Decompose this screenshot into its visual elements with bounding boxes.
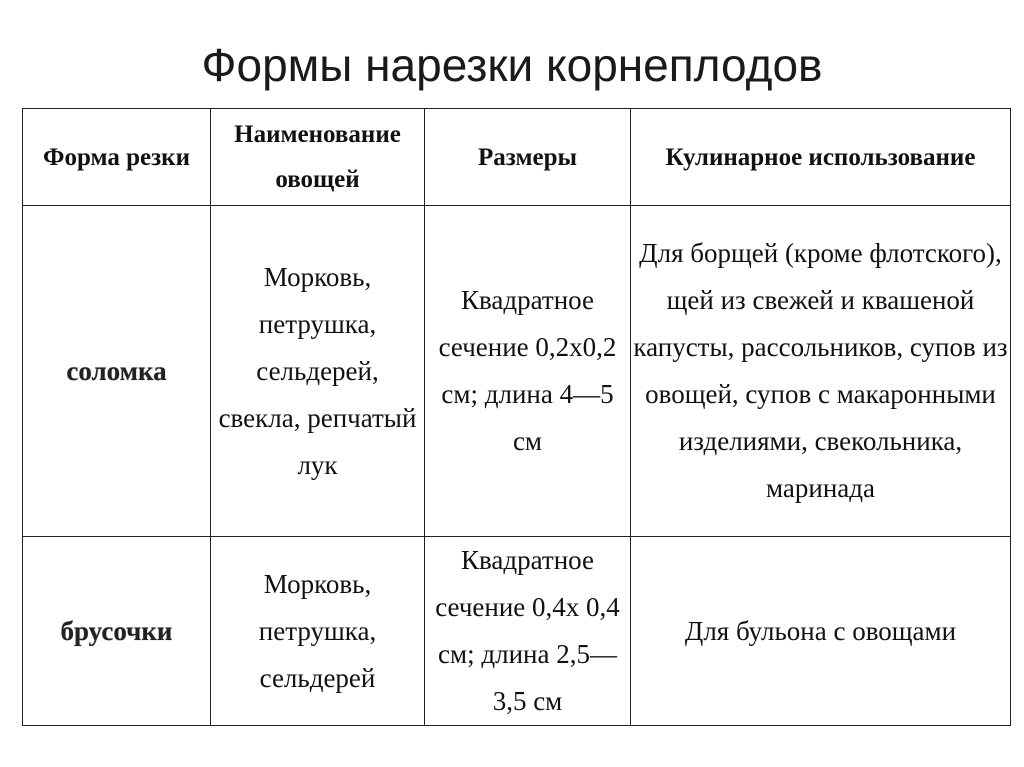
cell-vegetables: Морковь, петрушка, сельдерей, свекла, репчатый лук xyxy=(211,206,425,537)
cutting-forms-table xyxy=(22,108,1011,726)
table-row xyxy=(23,537,1011,726)
header-sizes: Размеры xyxy=(425,109,631,206)
table-row xyxy=(23,206,1011,537)
header-cut-form: Форма резки xyxy=(23,109,211,206)
cell-culinary-use: Для бульона с овощами xyxy=(631,537,1011,726)
cell-sizes: Квадратное сечение 0,4х 0,4 см; длина 2,5—3,5 см xyxy=(425,537,631,726)
cell-cut-form: соломка xyxy=(23,206,211,537)
header-culinary-use: Кулинарное использование xyxy=(631,109,1011,206)
cell-culinary-use: Для борщей (кроме флотского), щей из свежей и квашеной капусты, рассольников, супов из овощей, супов с макаронными изделиями, свекольника, маринада xyxy=(631,206,1011,537)
cell-vegetables: Морковь, петрушка, сельдерей xyxy=(211,537,425,726)
header-vegetables: Наименование овощей xyxy=(211,109,425,206)
cell-sizes: Квадратное сечение 0,2х0,2 см; длина 4—5 см xyxy=(425,206,631,537)
table-header-row xyxy=(23,109,1011,206)
page-title: Формы нарезки корнеплодов xyxy=(201,39,823,91)
cell-cut-form: брусочки xyxy=(23,537,211,726)
